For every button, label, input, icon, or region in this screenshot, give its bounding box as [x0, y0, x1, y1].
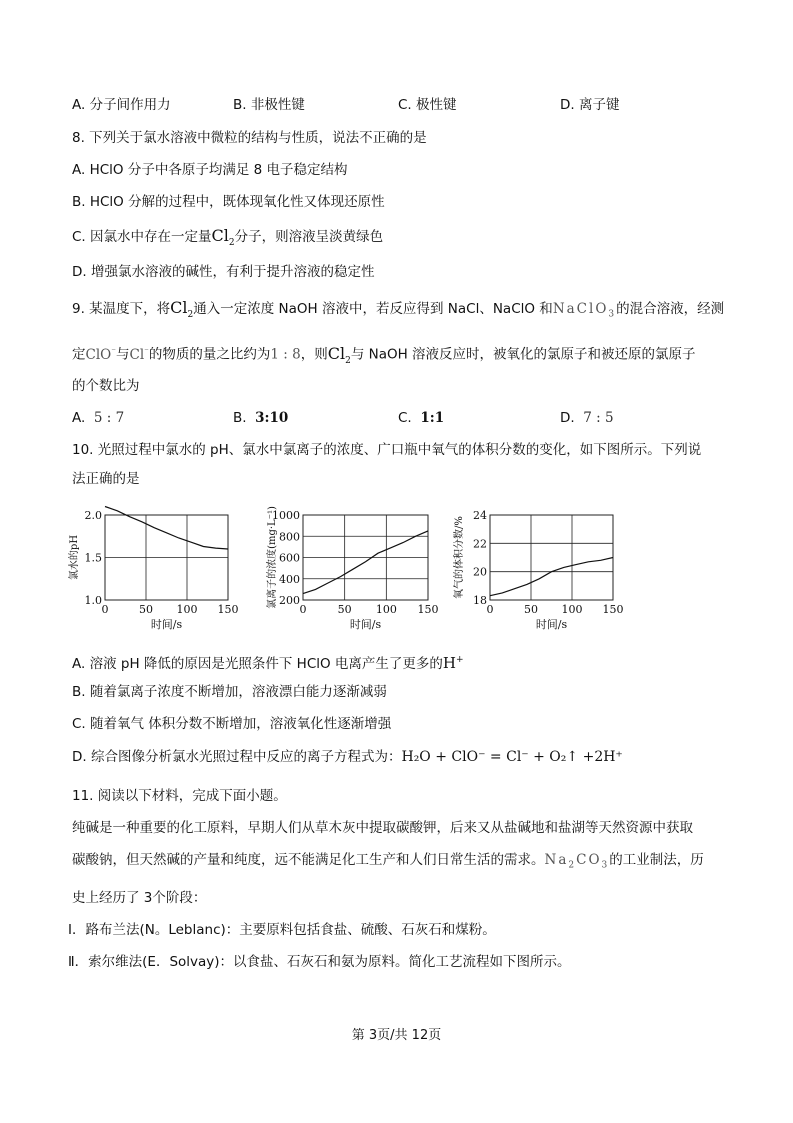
q9-d-label: D. [560, 410, 575, 426]
q9-text-then: ，则 [300, 346, 328, 363]
chart-2-xtick-label: 0 [299, 603, 307, 616]
q9-clo [86, 347, 116, 363]
q9-a-label: A. [72, 410, 86, 426]
q8-option-a: A. HClO 分子中各原子均满足 8 电子稳定结构 [72, 162, 348, 178]
q10-a-formula [443, 654, 464, 672]
q11-text-post: 的工业制法，历 [609, 852, 704, 868]
q10-stem-2: 法正确的是 [72, 471, 140, 487]
q9-ratio: 1 : 8 [270, 346, 301, 363]
q10-charts [0, 500, 793, 650]
q9-naclo3-sub: 3 [608, 309, 617, 320]
q11-na2co3 [544, 852, 610, 871]
q9-naclo3 [552, 301, 617, 320]
chart-1-xtick-label: 100 [176, 603, 198, 616]
chart-3-ytick-label: 24 [473, 509, 487, 522]
q9-naclo3-chem: NaClO [552, 301, 609, 317]
q9-line-1 [72, 298, 724, 325]
q7-option-c: C. 极性键 [398, 97, 457, 113]
chart-3-xtick-label: 50 [524, 603, 538, 616]
chart-2-xtick-label: 100 [375, 603, 397, 616]
chart-2-series-line [303, 531, 428, 594]
q9-c-value: 1:1 [420, 410, 445, 426]
q9-option-d [560, 408, 614, 428]
q8-c-text-post: 分子，则溶液呈淡黄绿色 [234, 229, 384, 245]
q11-chem-na: Na [544, 852, 569, 868]
q9-text-mid: 通入一定浓度 NaOH 溶液中，若反应得到 NaCl、NaClO 和 [193, 301, 553, 317]
chart-2-xtick-label: 50 [337, 603, 352, 616]
q11-item-2: Ⅱ．索尔维法(E．Solvay)：以食盐、石灰石和氨为原料。简化工艺流程如下图所示。 [68, 954, 571, 970]
chart-2-ytick-label: 400 [279, 572, 300, 586]
chart-2-ytick-label: 800 [279, 530, 300, 544]
q8-option-d: D. 增强氯水溶液的碱性，有利于提升溶液的稳定性 [72, 264, 375, 280]
chart-2-ytick-label: 1000 [272, 509, 300, 522]
q7-option-d: D. 离子键 [560, 97, 620, 113]
q9-d-value: 7 : 5 [583, 410, 614, 426]
q9-cl2b-chem: Cl [327, 343, 346, 363]
chart-1-xtick-label: 0 [101, 603, 109, 616]
chart-3-xtick-label: 100 [561, 603, 583, 616]
chart-3-ytick-label: 22 [473, 537, 487, 551]
q8-c-formula [211, 226, 235, 249]
chart-2-ylabel: 氯离子的浓度(mg·L⁻¹) [267, 506, 278, 609]
chart-2-xlabel: 时间/s [349, 618, 382, 631]
chart-3-xlabel: 时间/s [535, 618, 568, 631]
q10-d-text: D. 综合图像分析氯水光照过程中反应的离子方程式为： [72, 749, 402, 765]
page-footer: 第 3页/共 12页 [351, 1028, 442, 1043]
q9-b-label: B. [233, 410, 247, 426]
chart-3-xtick-label: 0 [486, 603, 494, 616]
chart-1-ytick-label: 1.0 [84, 594, 102, 607]
q9-option-a [72, 408, 124, 428]
chart-3-series-line [490, 558, 613, 596]
q8-stem: 8. 下列关于氯水溶液中微粒的结构与性质，说法不正确的是 [72, 130, 427, 146]
q7-option-a: A. 分子间作用力 [72, 97, 171, 113]
q9-text-post: 与 NaOH 溶液反应时，被氧化的氯原子和被还原的氯原子 [350, 346, 696, 363]
q9-clo-sup: ⁻ [111, 346, 116, 356]
chart-3-ylabel: 氧气的体积分数/% [454, 516, 465, 599]
q8-c-text: C. 因氯水中存在一定量 [72, 229, 212, 245]
q9-c-label: C. [398, 410, 412, 426]
q9-text-and: 与 [115, 346, 130, 363]
chart-3-ytick-label: 18 [473, 594, 487, 607]
q9-text: 定 [72, 346, 86, 363]
q10-option-c: C. 随着氧气 体积分数不断增加，溶液氧化性逐渐增强 [72, 716, 392, 732]
q9-cl2 [170, 298, 194, 321]
chart-1-ytick-label: 1.5 [84, 551, 102, 565]
chart-1-xtick-label: 150 [217, 603, 239, 616]
q9-text-mid: 的物质的量之比约为 [148, 346, 271, 363]
q10-a-chem: H [442, 654, 457, 672]
q10-option-a [72, 650, 464, 674]
q11-para-2 [72, 850, 704, 876]
chart-1-ytick-label: 2.0 [84, 509, 102, 522]
q9-cl-sup: ⁻ [144, 346, 149, 356]
q9-cl [129, 347, 148, 363]
chart-3-frame [490, 515, 613, 600]
q11-chem-sub2: 3 [601, 860, 610, 871]
q11-para-3: 史上经历了 3个阶段： [72, 890, 207, 906]
chart-1-xtick-label: 50 [139, 603, 153, 616]
chart-1-xlabel: 时间/s [150, 618, 183, 631]
q10-a-sup: + [456, 655, 464, 665]
chart-2-ytick-label: 600 [279, 551, 300, 565]
q9-cl2b-sub: 2 [345, 355, 351, 366]
chart-1-ylabel: 氯水的pH [69, 534, 80, 581]
q9-option-b [233, 408, 288, 428]
q9-line-2 [72, 341, 696, 371]
q9-cl2-chem: Cl [170, 298, 188, 317]
q9-text-post: 的混合溶液，经测 [616, 301, 725, 317]
q9-a-value: 5 : 7 [93, 410, 125, 426]
q9-cl-chem: Cl [129, 346, 145, 363]
q9-cl2-b [327, 343, 351, 366]
q9-b-value: 3:10 [255, 410, 289, 426]
q9-text: 9. 某温度下，将 [72, 301, 171, 317]
q11-text: 碳酸钠，但天然碱的产量和纯度，远不能满足化工生产和人们日常生活的需求。 [72, 852, 545, 868]
chart-2-ytick-label: 200 [279, 594, 300, 607]
q8-c-chem: Cl [211, 226, 229, 245]
q8-option-b: B. HClO 分解的过程中，既体现氧化性又体现还原性 [72, 194, 385, 210]
q11-item-1: Ⅰ．路布兰法(N。Leblanc)：主要原料包括食盐、硫酸、石灰石和煤粉。 [68, 922, 496, 938]
q11-chem-sub1: 2 [568, 860, 577, 871]
q10-stem-1: 10. 光照过程中氯水的 pH、氯水中氯离子的浓度、广口瓶中氧气的体积分数的变化，如下图所示。下列说 [72, 442, 702, 458]
q10-option-b: B. 随着氯离子浓度不断增加，溶液漂白能力逐渐减弱 [72, 684, 387, 700]
chart-2-xtick-label: 150 [417, 603, 439, 616]
q9-line-3: 的个数比为 [72, 378, 140, 394]
q8-option-c [72, 226, 383, 253]
chart-3-ytick-label: 20 [473, 565, 487, 579]
q10-d-equation: H₂O + ClO⁻ = Cl⁻ + O₂↑ +2H⁺ [401, 749, 623, 765]
q10-a-text: A. 溶液 pH 降低的原因是光照条件下 HClO 电离产生了更多的 [72, 656, 443, 672]
q11-chem-co: CO [576, 852, 602, 868]
chart-1-series-line [105, 507, 228, 550]
q9-option-c [398, 408, 444, 428]
chart-3-xtick-label: 150 [602, 603, 624, 616]
q10-option-d [72, 747, 623, 767]
q9-cl2-sub: 2 [187, 310, 194, 321]
q7-option-b: B. 非极性键 [233, 97, 305, 113]
q8-c-sub: 2 [228, 238, 235, 249]
q9-clo-chem: ClO [85, 346, 112, 363]
q11-para-1: 纯碱是一种重要的化工原料，早期人们从草木灰中提取碳酸钾，后来又从盐碱地和盐湖等天然资源中获取 [72, 820, 693, 836]
q11-stem: 11. 阅读以下材料，完成下面小题。 [72, 788, 287, 804]
